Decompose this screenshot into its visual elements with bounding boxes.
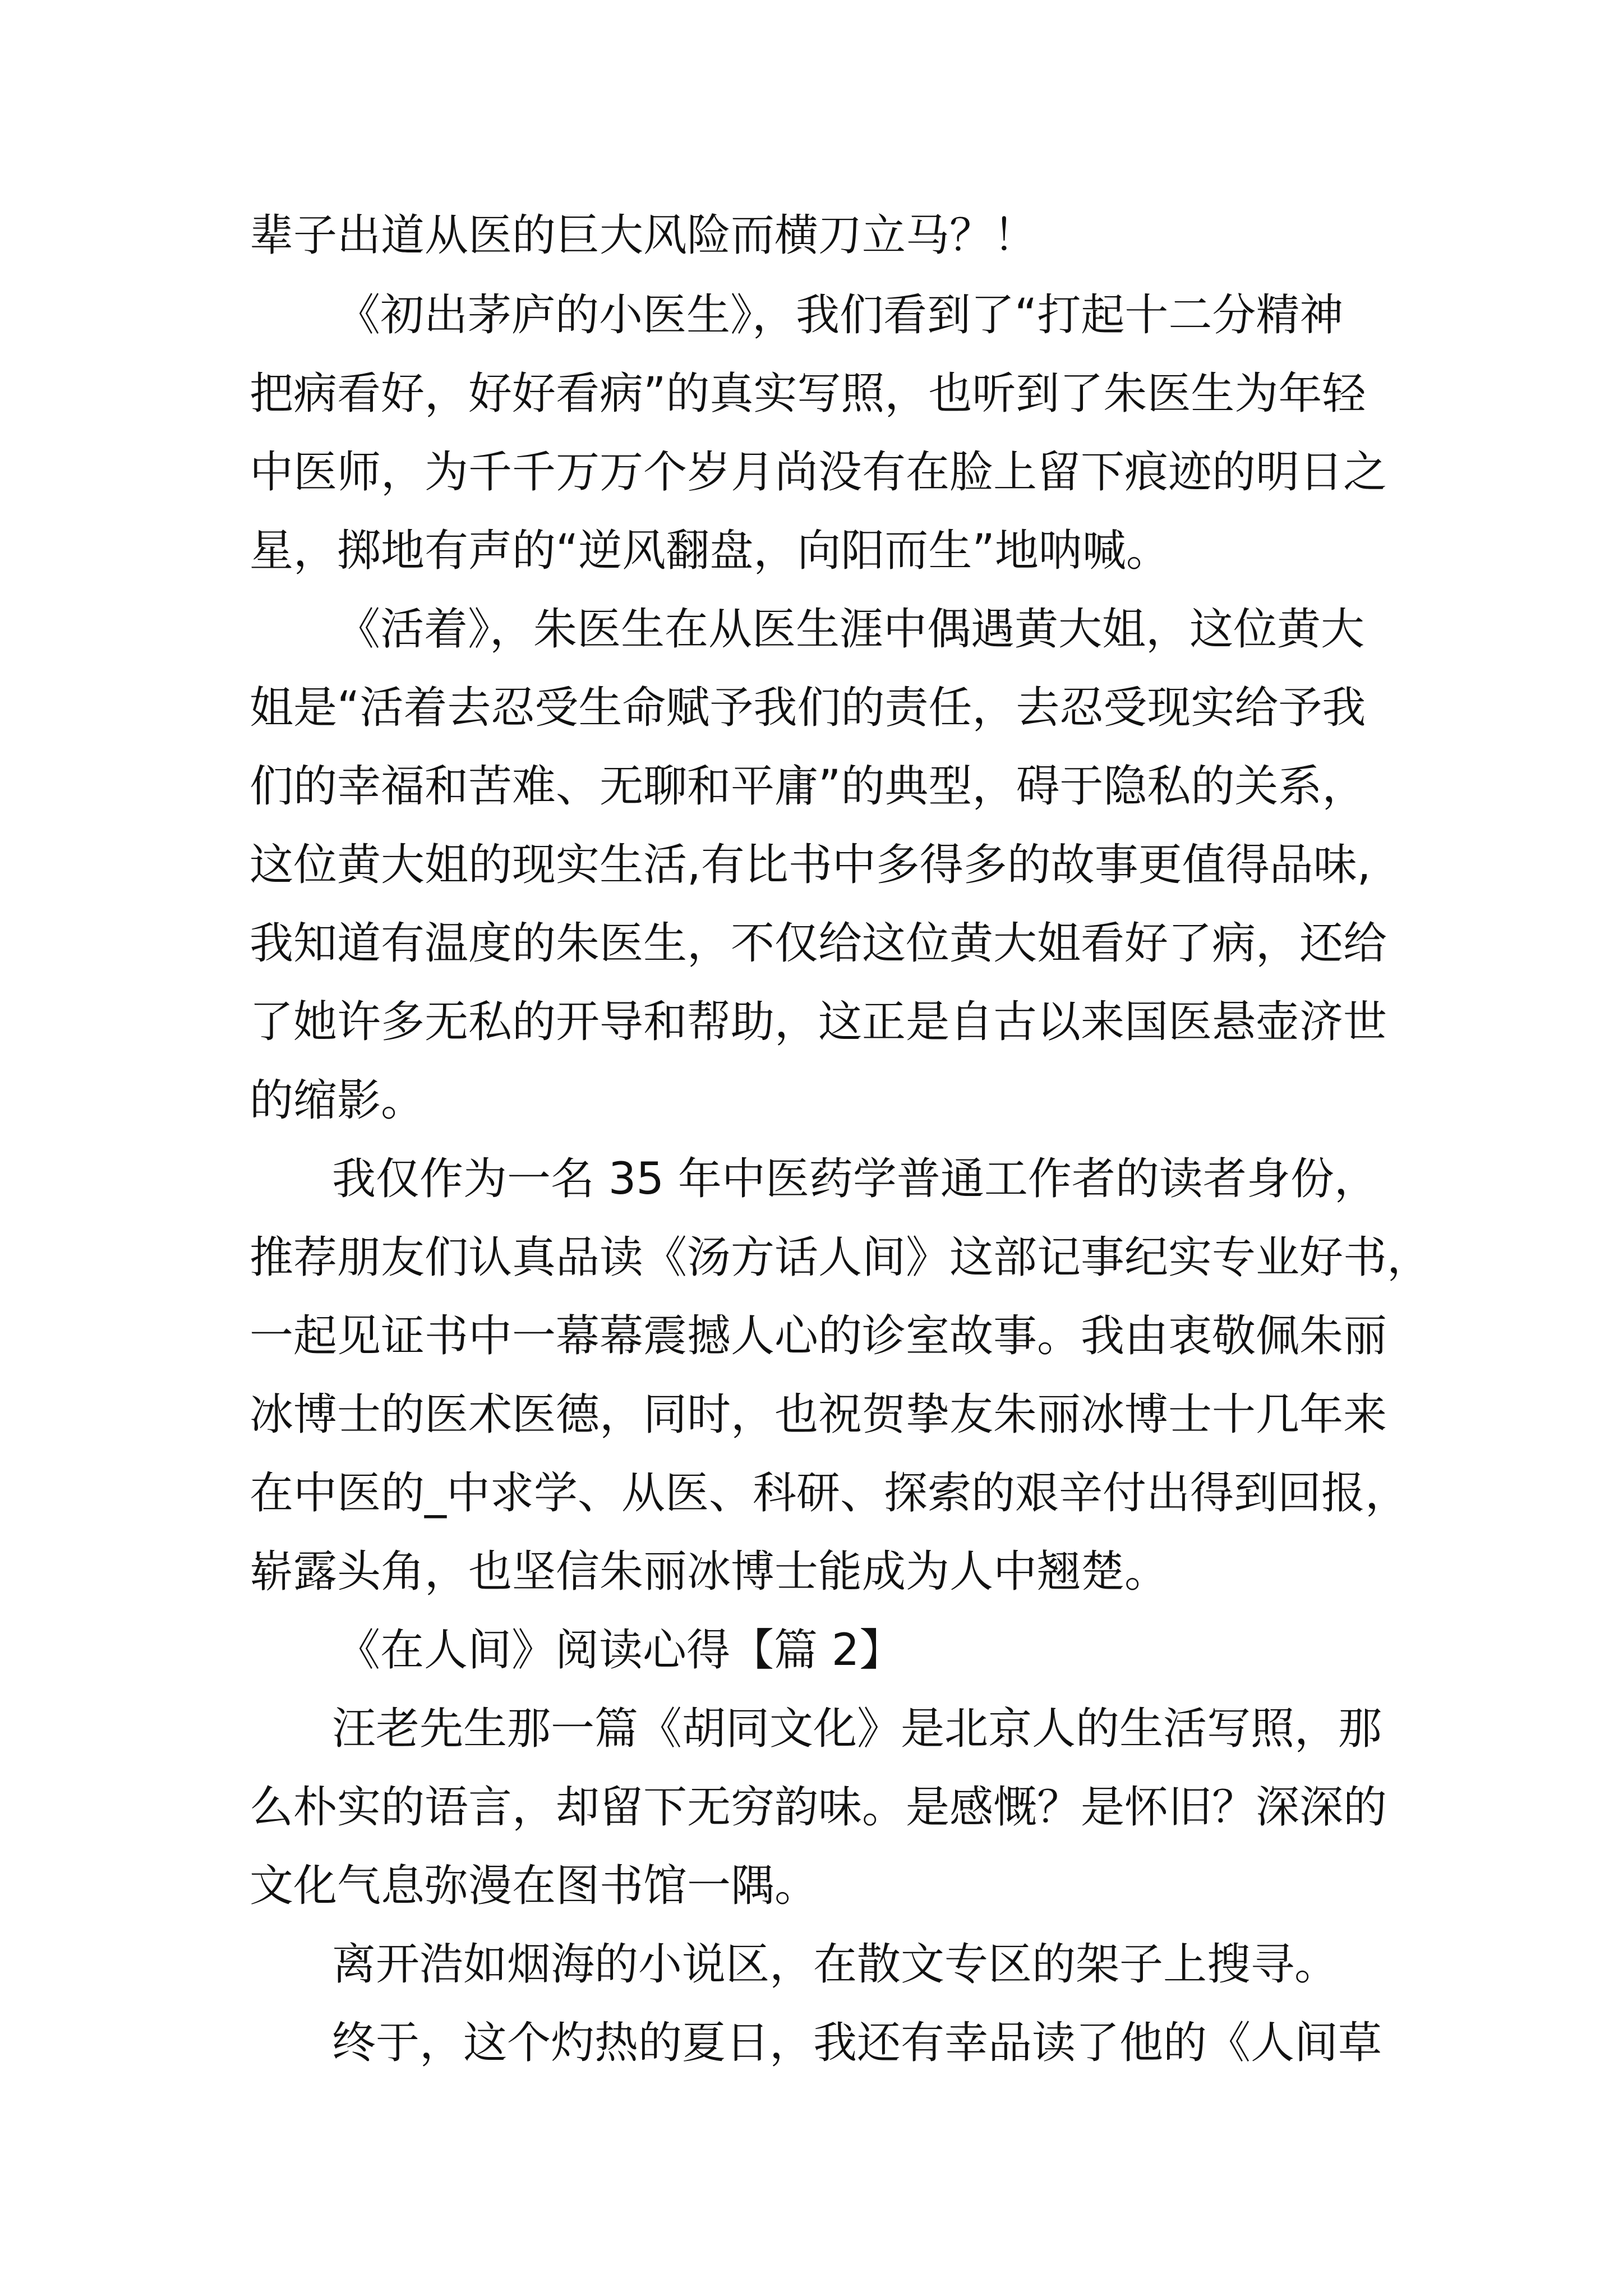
paragraph-first-line: 离开浩如烟海的小说区，在散文专区的架子上搜寻。	[332, 1939, 1339, 1990]
text-line: 了她许多无私的开导和帮助，这正是自古以来国医悬壶济世	[250, 997, 1387, 1047]
text-line: 我知道有温度的朱医生，不仅给这位黄大姐看好了病，还给	[250, 918, 1387, 969]
text-line: 文化气息弥漫在图书馆一隅。	[250, 1861, 819, 1911]
text-line: 辈子出道从医的巨大风险而横刀立马？！	[250, 210, 1038, 261]
text-line: 崭露头角，也坚信朱丽冰博士能成为人中翘楚。	[250, 1547, 1169, 1597]
text-line: 推荐朋友们认真品读《汤方话人间》这部记事纪实专业好书，	[250, 1232, 1431, 1283]
paragraph-first-line: 终于，这个灼热的夏日，我还有幸品读了他的《人间草	[332, 2018, 1382, 2068]
text-line: 冰博士的医术医德，同时，也祝贺挚友朱丽冰博士十几年来	[250, 1389, 1387, 1440]
text-line: 姐是“活着去忍受生命赋予我们的责任，去忍受现实给予我	[250, 683, 1366, 733]
text-line: 星，掷地有声的“逆风翻盘，向阳而生”地呐喊。	[250, 526, 1170, 576]
text-line: 这位黄大姐的现实生活,有比书中多得多的故事更值得品味,	[250, 840, 1371, 890]
text-line: 把病看好，好好看病”的真实写照，也听到了朱医生为年轻	[250, 369, 1366, 419]
text-line: 们的幸福和苦难、无聊和平庸”的典型，碍于隐私的关系，	[250, 761, 1366, 812]
text-line: 么朴实的语言，却留下无穷韵味。是感慨？是怀旧？深深的	[250, 1782, 1387, 1833]
text-line: 一起见证书中一幕幕震撼人心的诊室故事。我由衷敬佩朱丽	[250, 1311, 1387, 1361]
text-line: 中医师，为千千万万个岁月尚没有在脸上留下痕迹的明日之	[250, 447, 1387, 498]
paragraph-first-line: 汪老先生那一篇《胡同文化》是北京人的生活写照，那	[332, 1704, 1382, 1754]
paragraph-first-line: 《初出茅庐的小医生》，我们看到了“打起十二分精神	[336, 290, 1344, 341]
section-heading: 《在人间》阅读心得【篇 2】	[336, 1625, 903, 1676]
paragraph-first-line: 《活着》，朱医生在从医生涯中偶遇黄大姐，这位黄大	[336, 604, 1365, 655]
paragraph-first-line: 我仅作为一名 35 年中医药学普通工作者的读者身份，	[332, 1154, 1378, 1204]
text-line: 的缩影。	[250, 1075, 425, 1126]
text-line: 在中医的_中求学、从医、科研、探索的艰辛付出得到回报，	[250, 1468, 1409, 1519]
